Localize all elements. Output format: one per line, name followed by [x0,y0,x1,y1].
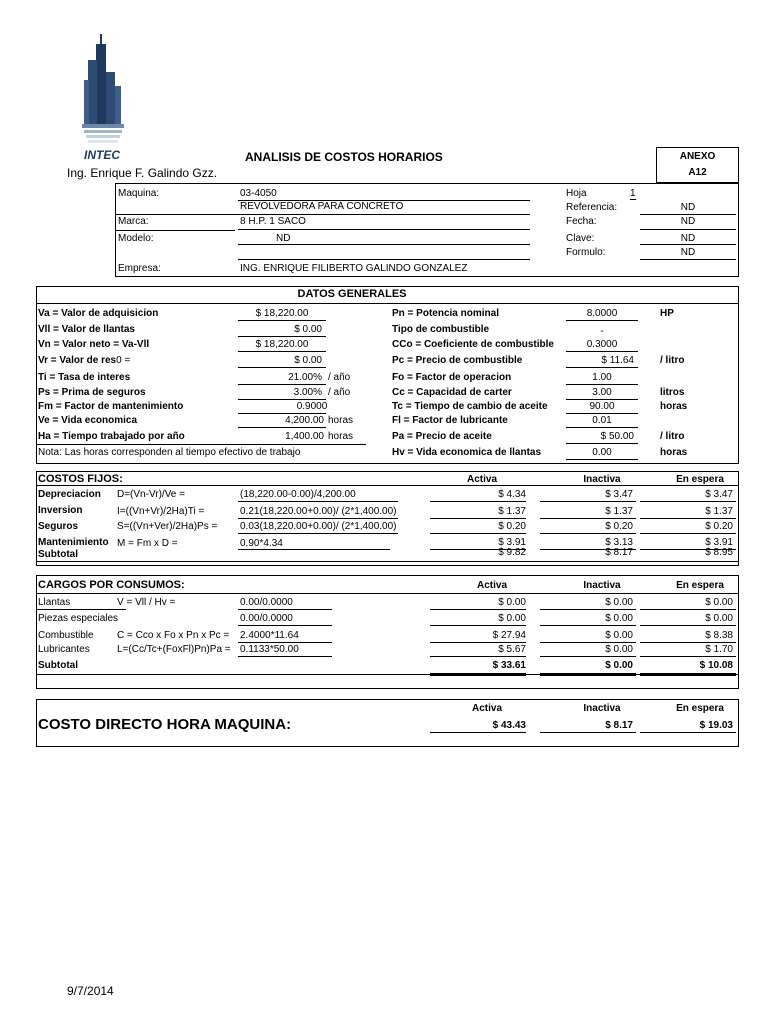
ti-value: 21.00% [288,372,322,383]
datos-generales-title: DATOS GENERALES [297,288,407,300]
nota-text: Nota: Las horas corresponden al tiempo efectivo de trabajo [38,447,301,458]
fijos-row-espera: $ 3.47 [705,489,733,500]
fijos-subtotal-inactiva: $ 8.17 [605,547,633,558]
engineer-name: Ing. Enrique F. Galindo Gzz. [67,166,218,180]
pc-value: $ 11.64 [601,355,634,366]
fl-label: Fl = Factor de lubricante [392,415,508,426]
directo-activa: $ 43.43 [492,720,526,731]
fo-label: Fo = Factor de operacion [392,372,512,383]
hoja-value: 1 [630,188,636,199]
modelo-value: ND [276,233,291,244]
consumos-row-espera: $ 0.00 [705,597,733,608]
referencia-value: ND [680,202,696,213]
consumos-col-activa: Activa [476,580,507,591]
fijos-row-calc: 0.03(18,220.00+0.00)/ (2*1,400.00) [240,521,397,532]
fijos-row-espera: $ 0.20 [705,521,733,532]
fijos-subtotal-label: Subtotal [38,549,78,560]
marca-value: 8 H.P. 1 SACO [240,216,306,227]
consumos-row-inactiva: $ 0.00 [605,597,633,608]
formulo-label: Formulo: [566,247,606,258]
consumos-row-calc: 2.4000*11.64 [240,630,299,641]
referencia-label: Referencia: [566,202,618,213]
va-value: $ 18,220.00 [255,308,309,319]
ve-unit: horas [328,415,354,426]
tipo-value: - [600,326,604,337]
consumos-row-inactiva: $ 0.00 [605,644,633,655]
fijos-row-name: Mantenimiento [38,537,109,548]
fijos-row-inactiva: $ 1.37 [605,506,633,517]
fijos-subtotal-espera: $ 8.95 [705,547,733,558]
consumos-row-espera: $ 8.38 [705,630,733,641]
fijos-col-inactiva: Inactiva [583,474,621,485]
consumos-row-activa: $ 0.00 [498,597,526,608]
maquina-desc: REVOLVEDORA PARA CONCRETO [240,201,404,212]
pa-unit: / litro [660,431,685,442]
consumos-col-inactiva: Inactiva [583,580,621,591]
consumos-row-activa: $ 5.67 [498,644,526,655]
fijos-row-espera: $ 1.37 [705,506,733,517]
consumos-subtotal-activa: $ 33.61 [492,660,526,671]
costo-directo-label: COSTO DIRECTO HORA MAQUINA: [38,716,292,733]
intec-logo [78,32,130,150]
fijos-row-formula: D=(Vn-Vr)/Ve = [117,489,185,500]
logo-text: INTEC [84,148,120,162]
pc-unit: / litro [660,355,685,366]
clave-label: Clave: [566,233,595,244]
tc-value: 90.00 [589,401,615,412]
cargos-consumos-title: CARGOS POR CONSUMOS: [38,579,185,591]
ve-label: Ve = Vida economica [38,415,138,426]
pn-value: 8.0000 [586,308,618,319]
maquina-label: Maquina: [118,188,160,199]
consumos-row-formula: L=(Cc/Tc+(FoxFl)Pn)Pa = [117,644,231,655]
fijos-subtotal-activa: $ 9.82 [498,547,526,558]
cc-label: Cc = Capacidad de carter [392,387,512,398]
vll-value: $ 0.00 [294,324,322,335]
fijos-row-formula: S=((Vn+Ver)/2Ha)Ps = [117,521,218,532]
consumos-row-inactiva: $ 0.00 [605,630,633,641]
fijos-row-formula: M = Fm x D = [117,538,178,549]
consumos-row-name: Llantas [38,597,71,608]
directo-inactiva: $ 8.17 [605,720,633,731]
vr-label-text: Vr = Valor de res [38,355,117,366]
consumos-row-calc: 0.1133*50.00 [240,644,299,655]
consumos-row-formula: C = Cco x Fo x Pn x Pc = [117,630,230,641]
fijos-row-formula: I=((Vn+Vr)/2Ha)Ti = [117,506,205,517]
fijos-row-inactiva: $ 3.47 [605,489,633,500]
costos-fijos-title: COSTOS FIJOS: [38,473,123,485]
fijos-row-inactiva: $ 0.20 [605,521,633,532]
consumos-row-calc: 0.00/0.0000 [240,597,293,608]
hoja-label: Hoja [566,188,587,199]
consumos-row-name: Lubricantes [38,644,90,655]
fijos-row-activa: $ 3.91 [498,537,526,548]
fijos-col-activa: Activa [466,474,497,485]
hv-label: Hv = Vida economica de llantas [392,447,542,458]
clave-value: ND [680,233,696,244]
fijos-col-espera: En espera [676,474,724,485]
consumos-row-formula: V = Vll / Hv = [117,597,176,608]
va-label: Va = Valor de adquisicion [38,308,159,319]
marca-label: Marca: [118,216,149,227]
vll-label: Vll = Valor de llantas [38,324,135,335]
page-title: ANALISIS DE COSTOS HORARIOS [245,150,443,164]
consumos-subtotal-label: Subtotal [38,660,78,671]
empresa-label: Empresa: [118,263,161,274]
fijos-row-inactiva: $ 3.13 [605,537,633,548]
vr-value: $ 0.00 [294,355,322,366]
directo-col-inactiva: Inactiva [583,703,621,714]
consumos-row-activa: $ 27.94 [492,630,526,641]
pn-unit: HP [660,308,674,319]
fijos-row-calc: 0.21(18,220.00+0.00)/ (2*1,400.00) [240,506,397,517]
hv-value: 0.00 [592,447,612,458]
maquina-code: 03-4050 [240,188,277,199]
fijos-row-espera: $ 3.91 [705,537,733,548]
fijos-row-name: Depreciacion [38,489,101,500]
ha-unit: horas [328,431,354,442]
ps-label: Ps = Prima de seguros [38,387,146,398]
consumos-row-name: Piezas especiales [38,613,119,624]
fijos-row-name: Seguros [38,521,79,532]
consumos-row-espera: $ 0.00 [705,613,733,624]
fijos-row-name: Inversion [38,505,83,516]
ve-value: 4,200.00 [285,415,324,426]
fijos-row-activa: $ 1.37 [498,506,526,517]
cco-value: 0.3000 [586,339,618,350]
fo-value: 1.00 [592,372,612,383]
consumos-row-calc: 0.00/0.0000 [240,613,293,624]
consumos-col-espera: En espera [676,580,724,591]
tc-label: Tc = Tiempo de cambio de aceite [392,401,548,412]
pn-label: Pn = Potencia nominal [392,308,499,319]
tipo-label: Tipo de combustible [392,324,490,335]
footer-date: 9/7/2014 [67,984,114,998]
directo-espera: $ 19.03 [699,720,733,731]
cc-value: 3.00 [592,387,612,398]
hv-unit: horas [660,447,688,458]
consumos-subtotal-inactiva: $ 0.00 [605,660,633,671]
fl-value: 0.01 [592,415,612,426]
fijos-row-calc: (18,220.00-0.00)/4,200.00 [240,489,356,500]
annex-label: ANEXO [679,151,716,162]
pc-label: Pc = Precio de combustible [392,355,523,366]
fecha-value: ND [680,216,696,227]
building-icon [78,32,130,150]
fijos-row-calc: 0.90*4.34 [240,538,283,549]
fm-value: 0.9000 [296,401,328,412]
tc-unit: horas [660,401,688,412]
ps-value: 3.00% [293,387,322,398]
consumos-subtotal-espera: $ 10.08 [699,660,733,671]
consumos-row-espera: $ 1.70 [705,644,733,655]
empresa-value: ING. ENRIQUE FILIBERTO GALINDO GONZALEZ [240,263,468,274]
fijos-row-activa: $ 0.20 [498,521,526,532]
ps-unit: / año [328,387,351,398]
vr-label-mid: 0 = [116,355,131,366]
directo-col-activa: Activa [471,703,502,714]
vn-value: $ 18,220.00 [255,339,309,350]
consumos-row-activa: $ 0.00 [498,613,526,624]
cco-label: CCo = Coeficiente de combustible [392,339,554,350]
vr-label [38,355,130,366]
consumos-row-inactiva: $ 0.00 [605,613,633,624]
modelo-label: Modelo: [118,233,154,244]
cc-unit: litros [660,387,685,398]
fm-label: Fm = Factor de mantenimiento [38,401,184,412]
ha-value: 1,400.00 [285,431,324,442]
ha-label: Ha = Tiempo trabajado por año [38,431,185,442]
ti-label: Ti = Tasa de interes [38,372,131,383]
pa-value: $ 50.00 [600,431,634,442]
vn-label: Vn = Valor neto = Va-Vll [38,339,150,350]
consumos-row-name: Combustible [38,630,94,641]
ti-unit: / año [328,372,351,383]
pa-label: Pa = Precio de aceite [392,431,492,442]
formulo-value: ND [680,247,696,258]
annex-code: A12 [688,167,707,178]
fijos-row-activa: $ 4.34 [498,489,526,500]
directo-col-espera: En espera [676,703,724,714]
fecha-label: Fecha: [566,216,597,227]
